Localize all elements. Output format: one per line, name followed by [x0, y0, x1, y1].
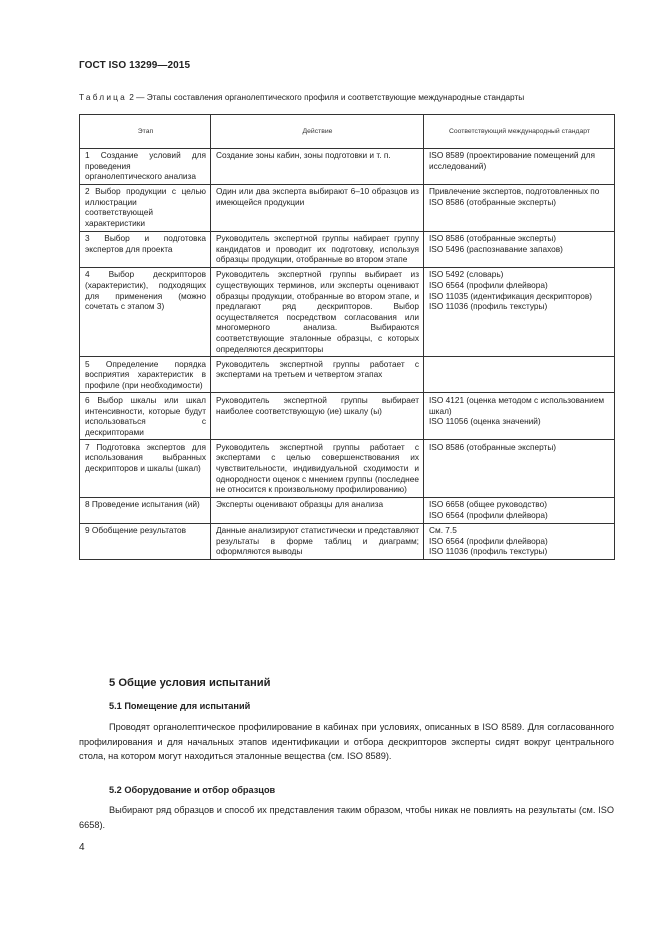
table-caption-text: 2 — Этапы составления органолептического профиля и соответствующие международные стандарты [126, 92, 525, 102]
standard-cell: ISO 4121 (оценка методом с использованием шкал) ISO 11056 (оценка значений) [424, 393, 615, 440]
table-row [80, 184, 615, 231]
action-cell: Руководитель экспертной группы работает с экспертами с целью совершенствования их чувствительности, индивидуальной сходимости и однородности оценок с мнением группы (последнее не относится к произвольному профилированию) [211, 440, 424, 497]
standard-cell: См. 7.5 ISO 6564 (профили флейвора) ISO 11036 (профиль текстуры) [424, 523, 615, 559]
table-row [80, 440, 615, 497]
column-header-standard: Соответствующий международный стандарт [424, 115, 615, 149]
standard-cell [424, 357, 615, 393]
stage-cell: 5 Определение порядка восприятия характеристик в профиле (при необходимости) [80, 357, 211, 393]
stage-cell: 8 Проведение испытания (ий) [80, 497, 211, 523]
standard-cell: ISO 8586 (отобранные эксперты) [424, 440, 615, 497]
table-row [80, 231, 615, 267]
standard-cell: Привлечение экспертов, подготовленных по ISO 8586 (отобранные эксперты) [424, 184, 615, 231]
stage-cell: 1 Создание условий для проведения органолептического анализа [80, 148, 211, 184]
stages-table [79, 114, 615, 560]
table-header-row [80, 115, 615, 149]
table-row [80, 148, 615, 184]
section-title: 5 Общие условия испытаний [109, 677, 271, 689]
standard-cell: ISO 6658 (общее руководство) ISO 6564 (профили флейвора) [424, 497, 615, 523]
table-row [80, 497, 615, 523]
paragraph-premises: Проводят органолептическое профилирование в кабинах при условиях, описанных в ISO 8589. Для согласованного профилирования и для начальных этапов идентификации и отбора дескрипторов эксперты сидят вокруг центрального стола, на котором могут находиться эталонные вещества (см. ISO 8589). [79, 722, 614, 762]
action-cell: Руководитель экспертной группы работает с экспертами на третьем и четвертом этапах [211, 357, 424, 393]
action-cell: Руководитель экспертной группы выбирает наиболее соответствующую (ие) шкалу (ы) [211, 393, 424, 440]
table-row [80, 523, 615, 559]
table-row [80, 393, 615, 440]
stage-cell: 6 Выбор шкалы или шкал интенсивности, которые будут использоваться с дескрипторами [80, 393, 211, 440]
document-header: ГОСТ ISO 13299—2015 [79, 60, 191, 71]
subsection-title-equipment: 5.2 Оборудование и отбор образцов [109, 785, 276, 795]
paragraph-equipment: Выбирают ряд образцов и способ их представления таким образом, чтобы никак не повлиять на результаты (см. ISO 6658). [79, 805, 614, 830]
table-caption-label: Таблица [79, 92, 127, 102]
action-cell: Эксперты оценивают образцы для анализа [211, 497, 424, 523]
table-caption [79, 92, 619, 102]
action-cell: Руководитель экспертной группы набирает группу кандидатов и проводит их подготовку, используя образцы продукции, отобранные во втором этапе [211, 231, 424, 267]
action-cell: Данные анализируют статистически и представляют результаты в форме таблиц и диаграмм; оформляются выводы [211, 523, 424, 559]
action-cell: Создание зоны кабин, зоны подготовки и т. п. [211, 148, 424, 184]
subsection-title-premises: 5.1 Помещение для испытаний [109, 701, 251, 711]
action-cell: Один или два эксперта выбирают 6–10 образцов из имеющейся продукции [211, 184, 424, 231]
column-header-stage: Этап [80, 115, 211, 149]
column-header-action: Действие [211, 115, 424, 149]
action-cell: Руководитель экспертной группы выбирает из существующих терминов, или эксперты оценивают образцы продукции, отобранные во втором этапе, и предлагают ряд дескрипторов. Выбор осуществляется посредством согласования или многомерного анализа. Выбираются соответствующие эталонные образцы, с которых определяются дескрипторы [211, 267, 424, 356]
standard-cell: ISO 5492 (словарь) ISO 6564 (профили флейвора) ISO 11035 (идентификация дескрипторов) ISO 11036 (профиль текстуры) [424, 267, 615, 356]
table-row [80, 267, 615, 356]
standard-cell: ISO 8589 (проектирование помещений для исследований) [424, 148, 615, 184]
stage-cell: 3 Выбор и подготовка экспертов для проекта [80, 231, 211, 267]
stage-cell: 4 Выбор дескрипторов (характеристик), подходящих для применения (можно сочетать с этапом 3) [80, 267, 211, 356]
stage-cell: 2 Выбор продукции с целью иллюстрации соответствующей характеристики [80, 184, 211, 231]
page-number: 4 [79, 842, 85, 853]
stage-cell: 7 Подготовка экспертов для использования выбранных дескрипторов и шкалы (шкал) [80, 440, 211, 497]
standard-cell: ISO 8586 (отобранные эксперты) ISO 5496 (распознавание запахов) [424, 231, 615, 267]
table-row [80, 357, 615, 393]
stage-cell: 9 Обобщение результатов [80, 523, 211, 559]
